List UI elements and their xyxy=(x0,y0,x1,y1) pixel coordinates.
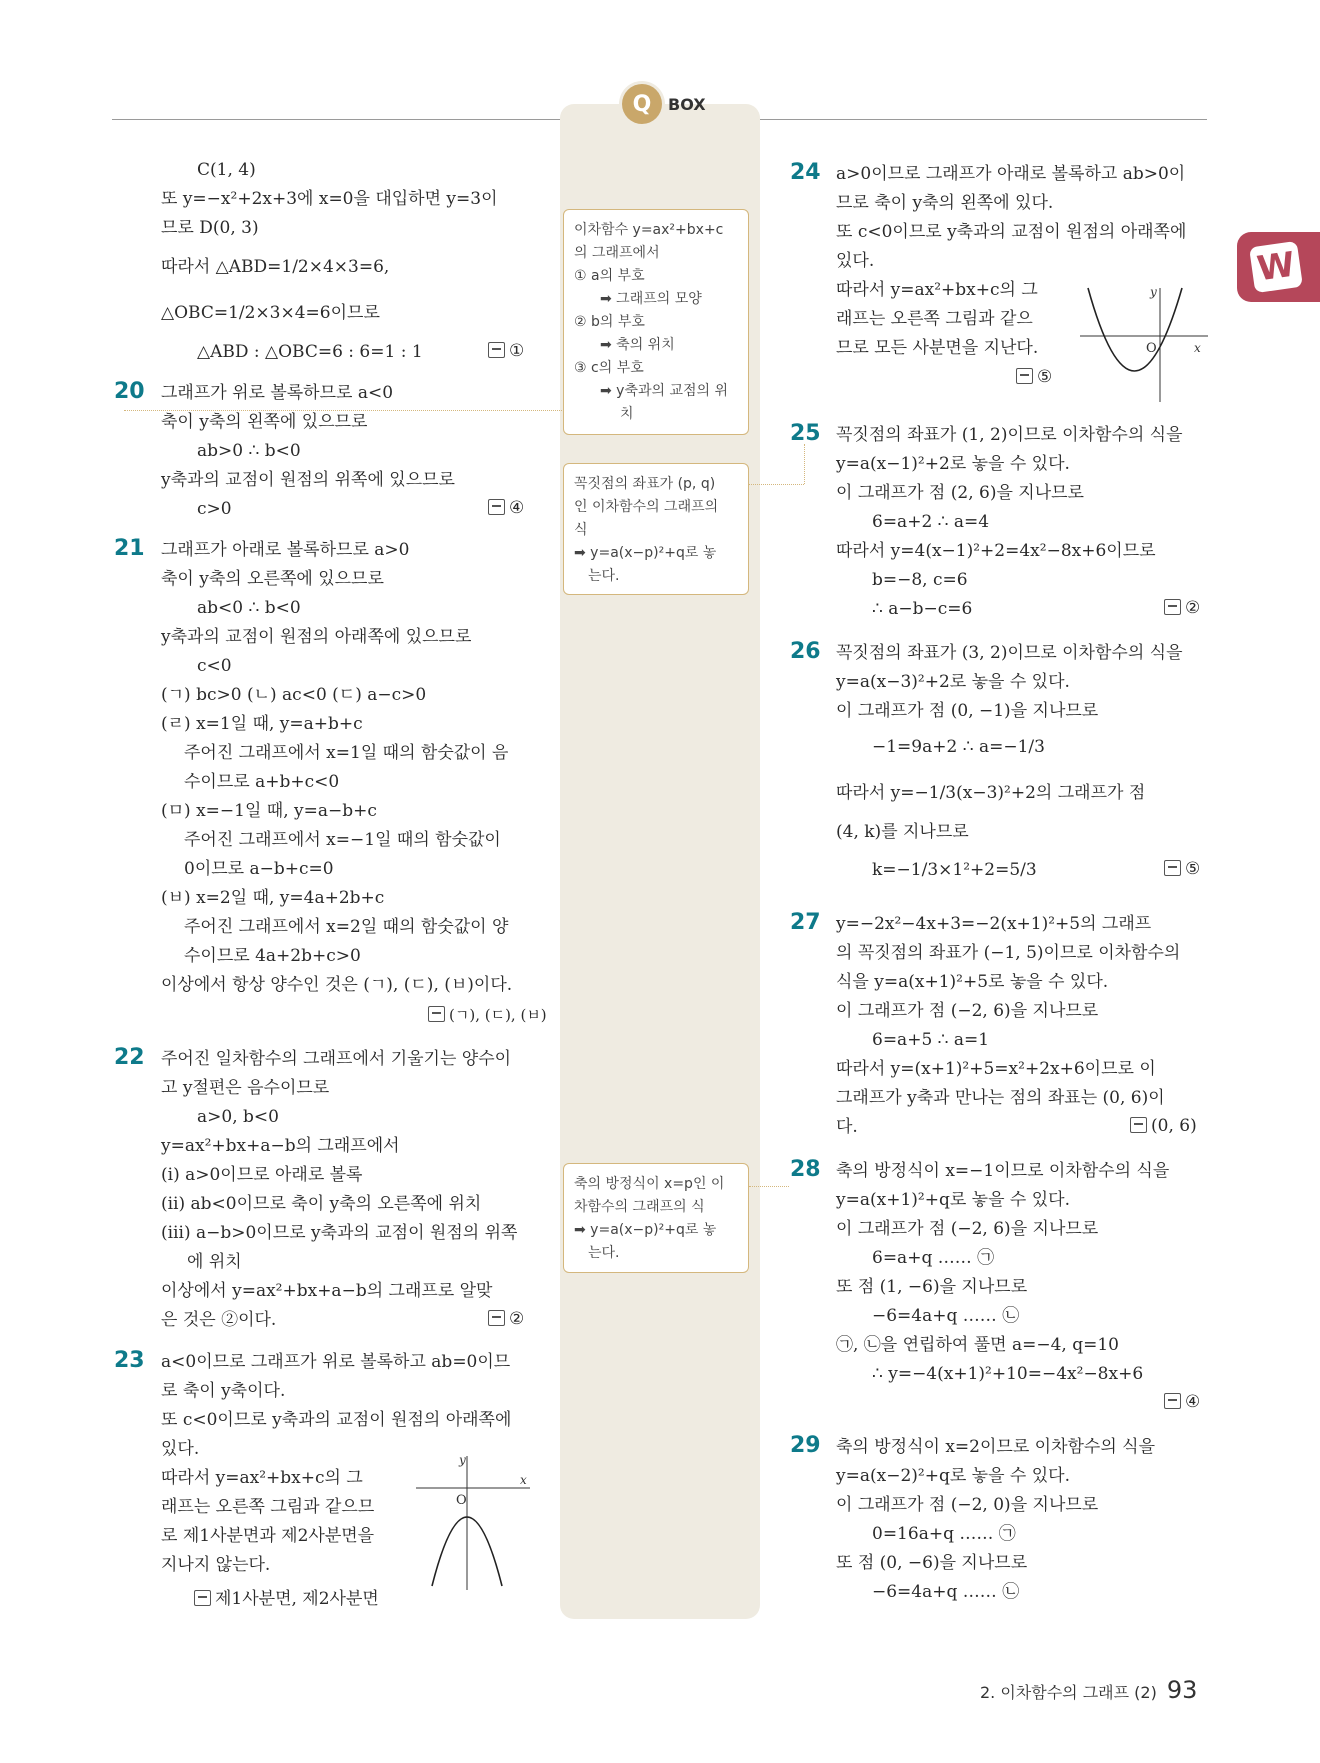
tip-line: ➡ y=a(x−p)²+q로 놓 xyxy=(574,1222,717,1238)
text-line: △ABD : △OBC=6 : 6=1 : 1 xyxy=(197,342,423,362)
tip-line: ➡ y=a(x−p)²+q로 놓 xyxy=(574,545,717,561)
text-line: 또 c<0이므로 y축과의 교점이 원점의 아래쪽에 xyxy=(161,1410,512,1430)
text-line: 또 점 (1, −6)을 지나므로 xyxy=(836,1277,1028,1297)
origin-label: O xyxy=(1146,341,1157,356)
text-line: −6=4a+q …… ㉡ xyxy=(872,1582,1020,1602)
text-line: a<0이므로 그래프가 위로 볼록하고 ab=0이므 xyxy=(161,1352,511,1372)
tip-box-1 xyxy=(563,209,749,435)
text-line: (4, k)를 지나므로 xyxy=(836,822,969,842)
page-footer xyxy=(980,1676,1197,1704)
text-line: 식을 y=a(x+1)²+5로 놓을 수 있다. xyxy=(836,972,1109,992)
text-line: ∴ a−b−c=6 xyxy=(872,599,973,619)
answer-icon xyxy=(428,1006,445,1022)
tip-line: 이차함수 y=ax²+bx+c xyxy=(574,222,724,238)
text-line: y=a(x−2)²+q로 놓을 수 있다. xyxy=(836,1466,1070,1486)
text-line: 또 y=−x²+2x+3에 x=0을 대입하면 y=3이 xyxy=(161,189,498,209)
problem-number: 23 xyxy=(114,1348,145,1373)
tip-line: 의 그래프에서 xyxy=(574,245,660,261)
text-line: 래프는 오른쪽 그림과 같으 xyxy=(836,309,1033,329)
text-line: 이 그래프가 점 (−2, 0)을 지나므로 xyxy=(836,1495,1099,1515)
text-line: −1=9a+2 ∴ a=−1/3 xyxy=(872,737,1045,757)
answer-mark: ⑤ xyxy=(1016,367,1052,387)
answer-mark: ⑤ xyxy=(1164,859,1200,879)
text-line: ab<0 ∴ b<0 xyxy=(197,598,301,618)
text-line: 이 그래프가 점 (−2, 6)을 지나므로 xyxy=(836,1219,1099,1239)
origin-label: O xyxy=(456,1493,467,1508)
problem-number: 21 xyxy=(114,536,145,561)
x-label: x xyxy=(520,1473,527,1487)
qbox-header xyxy=(622,84,706,124)
problem-number: 24 xyxy=(790,160,821,185)
text-line: 축이 y축의 왼쪽에 있으므로 xyxy=(161,412,368,432)
text-line: 6=a+q …… ㉠ xyxy=(872,1248,995,1268)
text-line: C(1, 4) xyxy=(197,160,256,180)
text-line: 축의 방정식이 x=2이므로 이차함수의 식을 xyxy=(836,1437,1156,1457)
text-line: 0=16a+q …… ㉠ xyxy=(872,1524,1016,1544)
section-tab xyxy=(1237,232,1320,302)
chapter-title: 2. 이차함수의 그래프 (2) xyxy=(980,1683,1157,1702)
text-line: ㉠, ㉡을 연립하여 풀면 a=−4, q=10 xyxy=(836,1335,1119,1355)
text-line: (ㄹ) x=1일 때, y=a+b+c xyxy=(161,714,363,734)
text-line: 주어진 일차함수의 그래프에서 기울기는 양수이 xyxy=(161,1049,512,1069)
y-label: y xyxy=(459,1453,466,1467)
text-line: 축이 y축의 오른쪽에 있으므로 xyxy=(161,569,384,589)
text-line: 주어진 그래프에서 x=−1일 때의 함숫값이 xyxy=(184,830,501,850)
tip-line: 치 xyxy=(620,406,634,422)
text-line: 있다. xyxy=(836,251,875,271)
text-line: (ⅰ) a>0이므로 아래로 볼록 xyxy=(161,1165,363,1185)
tip-line: 식 xyxy=(574,522,588,538)
text-line: 따라서 y=4(x−1)²+2=4x²−8x+6이므로 xyxy=(836,541,1156,561)
text-line: 지나지 않는다. xyxy=(161,1555,271,1575)
text-line: 따라서 y=−1/3(x−3)²+2의 그래프가 점 xyxy=(836,783,1146,803)
answer-mark: ① xyxy=(488,341,524,361)
text-line: 이 그래프가 점 (2, 6)을 지나므로 xyxy=(836,483,1084,503)
tip-line: ② b의 부호 xyxy=(574,314,645,330)
page-number: 93 xyxy=(1166,1676,1198,1704)
text-line: 이상에서 항상 양수인 것은 (ㄱ), (ㄷ), (ㅂ)이다. xyxy=(161,975,513,995)
problem-number: 29 xyxy=(790,1433,821,1458)
text-line: 수이므로 a+b+c<0 xyxy=(184,772,340,792)
answer-icon xyxy=(1164,860,1181,876)
text-line: (ㅁ) x=−1일 때, y=a−b+c xyxy=(161,801,377,821)
text-line: (ⅲ) a−b>0이므로 y축과의 교점이 원점의 위쪽 xyxy=(161,1223,518,1243)
text-line: (ㅂ) x=2일 때, y=4a+2b+c xyxy=(161,888,385,908)
tip-box-2 xyxy=(563,463,749,595)
problem-number: 20 xyxy=(114,379,145,404)
text-line: 은 것은 ②이다. xyxy=(161,1310,277,1330)
text-line: 주어진 그래프에서 x=1일 때의 함숫값이 음 xyxy=(184,743,509,763)
text-line: a>0, b<0 xyxy=(197,1107,279,1127)
text-line: 로 제1사분면과 제2사분면을 xyxy=(161,1526,375,1546)
graph-23 xyxy=(412,1452,532,1592)
problem-number: 27 xyxy=(790,910,821,935)
text-line: 이 그래프가 점 (0, −1)을 지나므로 xyxy=(836,701,1099,721)
text-line: 꼭짓점의 좌표가 (1, 2)이므로 이차함수의 식을 xyxy=(836,425,1183,445)
text-line: 로 축이 y축이다. xyxy=(161,1381,286,1401)
text-line: 또 점 (0, −6)을 지나므로 xyxy=(836,1553,1028,1573)
problem-number: 22 xyxy=(114,1045,145,1070)
text-line: 따라서 y=ax²+bx+c의 그 xyxy=(161,1468,363,1488)
tip-box-3 xyxy=(563,1163,749,1273)
answer-icon xyxy=(194,1590,211,1606)
text-line: 이 그래프가 점 (−2, 6)을 지나므로 xyxy=(836,1001,1099,1021)
text-line: 6=a+2 ∴ a=4 xyxy=(872,512,990,532)
problem-number: 28 xyxy=(790,1157,821,1182)
text-line: 그래프가 y축과 만나는 점의 좌표는 (0, 6)이 xyxy=(836,1088,1165,1108)
tip-line: 는다. xyxy=(588,568,620,584)
x-label: x xyxy=(1194,341,1201,355)
text-line: y=a(x+1)²+q로 놓을 수 있다. xyxy=(836,1190,1070,1210)
text-line: a>0이므로 그래프가 아래로 볼록하고 ab>0이 xyxy=(836,164,1186,184)
tip-line: 축의 방정식이 x=p인 이 xyxy=(574,1176,725,1192)
text-line: y=a(x−1)²+2로 놓을 수 있다. xyxy=(836,454,1070,474)
answer-mark: (ㄱ), (ㄷ), (ㅂ) xyxy=(428,1004,547,1025)
text-line: y축과의 교점이 원점의 아래쪽에 있으므로 xyxy=(161,627,472,647)
text-line: y=−2x²−4x+3=−2(x+1)²+5의 그래프 xyxy=(836,914,1152,934)
text-line: 6=a+5 ∴ a=1 xyxy=(872,1030,990,1050)
leader-line xyxy=(804,444,805,484)
leader-line xyxy=(749,484,804,485)
tip-line: ➡ y축과의 교점의 위 xyxy=(600,383,729,399)
answer-mark: ④ xyxy=(488,498,524,518)
parabola-curve xyxy=(1088,288,1182,371)
problem-number: 25 xyxy=(790,421,821,446)
text-line: 므로 D(0, 3) xyxy=(161,218,259,238)
text-line: c>0 xyxy=(197,499,232,519)
answer-icon xyxy=(1130,1117,1147,1133)
answer-icon xyxy=(1164,1393,1181,1409)
tip-line: ➡ 그래프의 모양 xyxy=(600,291,702,307)
tip-line: 꼭짓점의 좌표가 (p, q) xyxy=(574,476,716,492)
qbox-badge: Q xyxy=(622,84,662,124)
text-line: y=a(x−3)²+2로 놓을 수 있다. xyxy=(836,672,1070,692)
text-line: y축과의 교점이 원점의 위쪽에 있으므로 xyxy=(161,470,455,490)
text-line: 므로 축이 y축의 왼쪽에 있다. xyxy=(836,193,1054,213)
tip-line: ③ c의 부호 xyxy=(574,360,644,376)
text-line: 꼭짓점의 좌표가 (3, 2)이므로 이차함수의 식을 xyxy=(836,643,1183,663)
text-line: 그래프가 아래로 볼록하므로 a>0 xyxy=(161,540,410,560)
text-line: 래프는 오른쪽 그림과 같으므 xyxy=(161,1497,375,1517)
text-line: 다. xyxy=(836,1117,858,1137)
text-line: 축의 방정식이 x=−1이므로 이차함수의 식을 xyxy=(836,1161,1170,1181)
text-line: 그래프가 위로 볼록하므로 a<0 xyxy=(161,383,394,403)
text-line: ∴ y=−4(x+1)²+10=−4x²−8x+6 xyxy=(872,1364,1144,1384)
text-line: 따라서 △ABD=1/2×4×3=6, xyxy=(161,257,390,277)
tip-line: 차함수의 그래프의 식 xyxy=(574,1199,705,1215)
text-line: 따라서 y=(x+1)²+5=x²+2x+6이므로 이 xyxy=(836,1059,1156,1079)
answer-mark: ④ xyxy=(1164,1392,1200,1412)
text-line: 이상에서 y=ax²+bx+a−b의 그래프로 알맞 xyxy=(161,1281,493,1301)
answer-icon xyxy=(488,1310,505,1326)
text-line: y=ax²+bx+a−b의 그래프에서 xyxy=(161,1136,400,1156)
text-line: 므로 모든 사분면을 지난다. xyxy=(836,338,1039,358)
answer-icon xyxy=(488,499,505,515)
text-line: (ⅱ) ab<0이므로 축이 y축의 오른쪽에 위치 xyxy=(161,1194,482,1214)
text-line: 따라서 y=ax²+bx+c의 그 xyxy=(836,280,1038,300)
answer-mark: 제1사분면, 제2사분면 xyxy=(194,1584,379,1609)
tip-line: 인 이차함수의 그래프의 xyxy=(574,499,719,515)
text-line: 고 y절편은 음수이므로 xyxy=(161,1078,330,1098)
text-line: 또 c<0이므로 y축과의 교점이 원점의 아래쪽에 xyxy=(836,222,1187,242)
answer-icon xyxy=(488,342,505,358)
text-line: 0이므로 a−b+c=0 xyxy=(184,859,334,879)
text-line: △OBC=1/2×3×4=6이므로 xyxy=(161,303,380,323)
text-line: −6=4a+q …… ㉡ xyxy=(872,1306,1020,1326)
answer-mark: ② xyxy=(488,1309,524,1329)
tip-line: ① a의 부호 xyxy=(574,268,645,284)
text-line: b=−8, c=6 xyxy=(872,570,968,590)
leader-line xyxy=(749,1186,789,1187)
tip-line: 는다. xyxy=(588,1245,620,1261)
qbox-label: BOX xyxy=(668,94,706,114)
text-line: c<0 xyxy=(197,656,232,676)
text-line: k=−1/3×1²+2=5/3 xyxy=(872,860,1037,880)
problem-number: 26 xyxy=(790,639,821,664)
text-line: 의 꼭짓점의 좌표가 (−1, 5)이므로 이차함수의 xyxy=(836,943,1181,963)
w-logo-icon: W xyxy=(1249,241,1303,293)
text-line: 있다. xyxy=(161,1439,200,1459)
graph-24 xyxy=(1078,284,1210,404)
tip-line: ➡ 축의 위치 xyxy=(600,337,675,353)
y-label: y xyxy=(1150,285,1157,299)
text-line: ab>0 ∴ b<0 xyxy=(197,441,301,461)
answer-mark: ② xyxy=(1164,598,1200,618)
text-line: 수이므로 4a+2b+c>0 xyxy=(184,946,361,966)
answer-mark: (0, 6) xyxy=(1130,1116,1197,1136)
answer-icon xyxy=(1164,599,1181,615)
answer-icon xyxy=(1016,368,1033,384)
text-line: (ㄱ) bc>0 (ㄴ) ac<0 (ㄷ) a−c>0 xyxy=(161,685,427,705)
text-line: 에 위치 xyxy=(187,1252,242,1272)
text-line: 주어진 그래프에서 x=2일 때의 함숫값이 양 xyxy=(184,917,509,937)
